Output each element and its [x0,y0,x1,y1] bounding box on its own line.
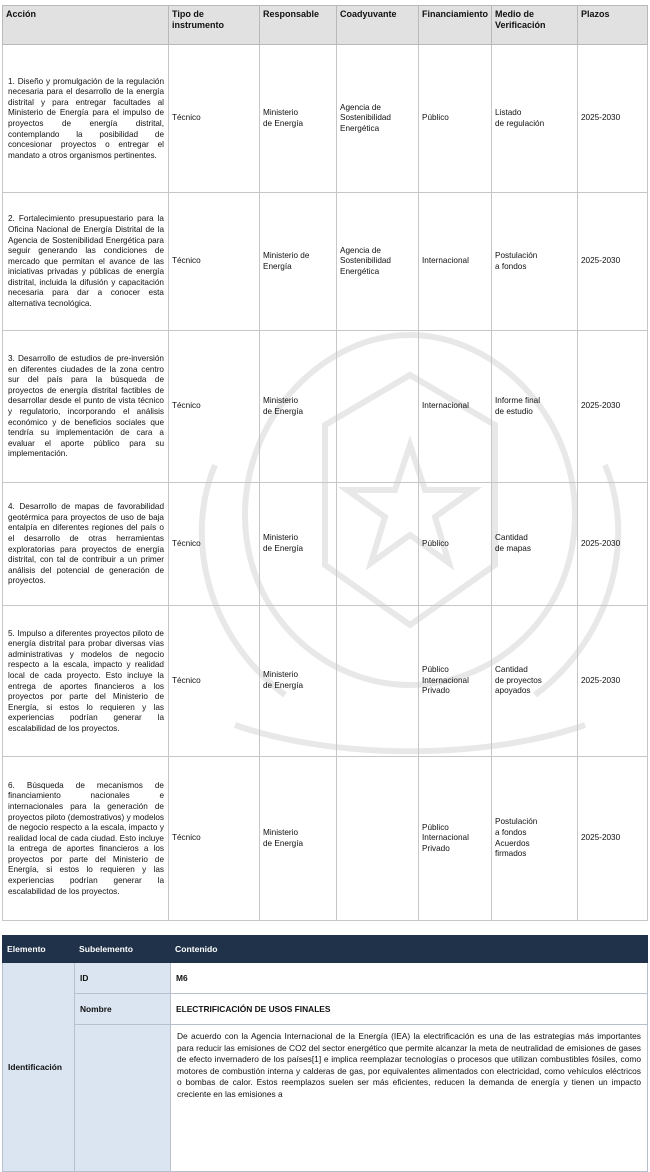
subelemento-nombre: Nombre [75,994,171,1025]
medio-cell: Informe final de estudio [492,331,578,483]
medio-cell: Listado de regulación [492,45,578,193]
financiamiento-cell: Internacional [419,193,492,331]
coadyuvante-cell: Agencia de Sostenibilidad Energética [337,193,419,331]
header-subelemento: Subelemento [75,936,171,963]
tipo-cell: Técnico [169,193,260,331]
financiamiento-cell: Público [419,45,492,193]
tipo-cell: Técnico [169,483,260,606]
table-row [3,483,648,606]
tipo-cell: Técnico [169,331,260,483]
table-row [3,963,648,994]
medio-cell: Cantidad de mapas [492,483,578,606]
tipo-cell: Técnico [169,757,260,921]
table-row [3,757,648,921]
table-row [3,45,648,193]
medio-cell: Cantidad de proyectos apoyados [492,606,578,757]
measure-description: De acuerdo con la Agencia Internacional de la Energía (IEA) la electrificación es una de las estrategias más importantes para reducir las emisiones de CO2 del sector energético que permite alcanzar la meta de neutralidad de emisiones de gases de efecto invernadero de los países[1] e implica reemplazar tecnologías o procesos que utilizan combustibles fósiles, como motores de combustión interna y calderas de gas, por equivalentes alimentados con electricidad, como vehículos eléctricos o bombas de calor. Estos reemplazos suelen ser más eficientes, reducen la demanda de energía y tienen un impacto creciente en las emisiones a [171,1025,648,1172]
financiamiento-cell: Público Internacional Privado [419,757,492,921]
plazo-cell: 2025-2030 [578,331,648,483]
financiamiento-cell: Público [419,483,492,606]
responsable-cell: Ministerio de Energía [260,757,337,921]
measure-id-value: M6 [171,963,648,994]
coadyuvante-cell [337,483,419,606]
actions-table-header [3,6,648,45]
coadyuvante-cell: Agencia de Sostenibilidad Energética [337,45,419,193]
plazo-cell: 2025-2030 [578,45,648,193]
table-row [3,606,648,757]
medio-cell: Postulación a fondos Acuerdos firmados [492,757,578,921]
tipo-cell: Técnico [169,45,260,193]
plazo-cell: 2025-2030 [578,483,648,606]
header-contenido: Contenido [171,936,648,963]
coadyuvante-cell [337,331,419,483]
header-medio: Medio de Verificación [492,6,578,45]
accion-cell: 1. Diseño y promulgación de la regulación necesaria para el desarrollo de la energía distrital y para entregar facultades al Ministerio de Energía para el impulso de proyectos de energía distrital, contemplando la posibilidad de concesionar proyectos o entregar el mandato a otros organismos pertinentes. [3,45,169,193]
table-row [3,1025,648,1172]
header-tipo: Tipo de instrumento [169,6,260,45]
accion-cell: 2. Fortalecimiento presupuestario para la Oficina Nacional de Energía Distrital de la Agencia de Sostenibilidad Energética para seguir generando las condiciones de mercado que permitan el avance de las iniciativas privadas y públicas de energía distrital, incluida la difusión y capacitación necesaria para dar a conocer esta alternativa tecnológica. [3,193,169,331]
accion-cell: 5. Impulso a diferentes proyectos piloto de energía distrital para probar diversas vías administrativas y modelos de negocio respecto a la escala, impacto y realidad local de cada proyecto. Esto incluye la entrega de aportes financieros a los proyectos por parte del Ministerio de Energía, si estos lo requieren y las experiencias podrían generar la escalabilidad de los proyectos. [3,606,169,757]
measure-sheet-header [3,936,648,963]
financiamiento-cell: Internacional [419,331,492,483]
subelemento-descripcion [75,1025,171,1172]
responsable-cell: Ministerio de Energía [260,45,337,193]
measure-sheet-table [2,935,648,1172]
responsable-cell: Ministerio de Energía [260,193,337,331]
accion-cell: 3. Desarrollo de estudios de pre-inversión en diferentes ciudades de la zona centro sur del país para la búsqueda de proyectos de energía distrital factibles de desarrollar desde el punto de vista técnico y regulatorio, incorporando el análisis económico y de beneficios sociales que tendría su implementación de cara a evaluar el aporte público para su implementación. [3,331,169,483]
header-elemento: Elemento [3,936,75,963]
table-row [3,193,648,331]
plazo-cell: 2025-2030 [578,606,648,757]
subelemento-id: ID [75,963,171,994]
accion-cell: 6. Búsqueda de mecanismos de financiamiento nacionales e internacionales para la generación de proyectos piloto (demostrativos) y modelos de negocio respecto a la escala, impacto y realidad local de cada ciudad. Esto incluye la entrega de aportes financieros a los proyectos por parte del Ministerio de Energía, si estos lo requieren y las experiencias podrían generar la escalabilidad de los proyectos. [3,757,169,921]
elemento-identificacion: Identificación [3,963,75,1172]
table-row [3,994,648,1025]
tipo-cell: Técnico [169,606,260,757]
plazo-cell: 2025-2030 [578,193,648,331]
responsable-cell: Ministerio de Energía [260,483,337,606]
header-coadyuvante: Coadyuvante [337,6,419,45]
accion-cell: 4. Desarrollo de mapas de favorabilidad geotérmica para proyectos de uso de baja entalpía en diferentes regiones del país o el desarrollo de otras herramientas exploratorias para proyectos de energía distrital, con tal de contribuir a un primer análisis del potencial de generación de proyectos. [3,483,169,606]
actions-table [2,5,648,921]
responsable-cell: Ministerio de Energía [260,331,337,483]
coadyuvante-cell [337,606,419,757]
header-financiamiento: Financiamiento [419,6,492,45]
measure-name-value: ELECTRIFICACIÓN DE USOS FINALES [171,994,648,1025]
plazo-cell: 2025-2030 [578,757,648,921]
header-accion: Acción [3,6,169,45]
header-responsable: Responsable [260,6,337,45]
medio-cell: Postulación a fondos [492,193,578,331]
header-plazos: Plazos [578,6,648,45]
coadyuvante-cell [337,757,419,921]
responsable-cell: Ministerio de Energía [260,606,337,757]
financiamiento-cell: Público Internacional Privado [419,606,492,757]
table-row [3,331,648,483]
